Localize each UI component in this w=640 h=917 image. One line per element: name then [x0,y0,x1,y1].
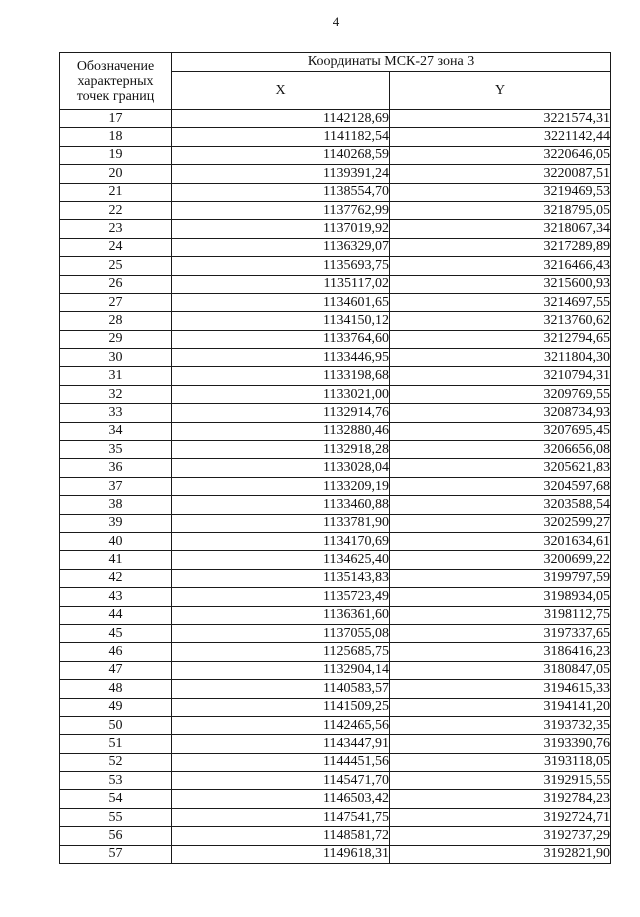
point-id-cell: 56 [60,827,172,845]
x-coordinate-cell: 1147541,75 [172,808,390,826]
point-id-cell: 17 [60,110,172,128]
table-row [60,293,611,311]
table-row [60,220,611,238]
y-coordinate-cell: 3220087,51 [390,165,611,183]
y-coordinate-cell: 3180847,05 [390,661,611,679]
x-coordinate-cell: 1142128,69 [172,110,390,128]
x-coordinate-cell: 1133021,00 [172,385,390,403]
table-row [60,275,611,293]
point-id-cell: 28 [60,312,172,330]
table-row [60,772,611,790]
table-row [60,532,611,550]
table-row [60,827,611,845]
table-row [60,201,611,219]
y-coordinate-cell: 3202599,27 [390,514,611,532]
point-id-cell: 22 [60,201,172,219]
point-id-cell: 31 [60,367,172,385]
table-row [60,606,611,624]
table-row [60,808,611,826]
y-coordinate-cell: 3203588,54 [390,496,611,514]
y-coordinate-cell: 3209769,55 [390,385,611,403]
x-coordinate-cell: 1145471,70 [172,772,390,790]
y-coordinate-cell: 3212794,65 [390,330,611,348]
y-coordinate-cell: 3208734,93 [390,404,611,422]
y-coordinate-cell: 3192821,90 [390,845,611,863]
x-coordinate-cell: 1133446,95 [172,349,390,367]
y-coordinate-cell: 3192724,71 [390,808,611,826]
x-coordinate-cell: 1133209,19 [172,477,390,495]
point-id-cell: 30 [60,349,172,367]
table-row [60,128,611,146]
y-coordinate-cell: 3186416,23 [390,643,611,661]
point-id-cell: 35 [60,441,172,459]
point-id-cell: 19 [60,146,172,164]
table-row [60,385,611,403]
table-row [60,330,611,348]
point-id-cell: 42 [60,569,172,587]
point-id-cell: 27 [60,293,172,311]
table-row [60,514,611,532]
point-id-cell: 48 [60,680,172,698]
x-coordinate-cell: 1132914,76 [172,404,390,422]
table-header [60,53,611,110]
table-row [60,643,611,661]
x-coordinate-cell: 1133764,60 [172,330,390,348]
point-id-cell: 54 [60,790,172,808]
point-id-cell: 50 [60,716,172,734]
y-coordinate-cell: 3192784,23 [390,790,611,808]
point-id-cell: 44 [60,606,172,624]
table-row [60,312,611,330]
y-coordinate-cell: 3198112,75 [390,606,611,624]
y-coordinate-cell: 3193118,05 [390,753,611,771]
x-coordinate-cell: 1134625,40 [172,551,390,569]
y-coordinate-cell: 3193732,35 [390,716,611,734]
point-id-cell: 40 [60,532,172,550]
y-coordinate-cell: 3218067,34 [390,220,611,238]
table-row [60,716,611,734]
x-coordinate-cell: 1132904,14 [172,661,390,679]
x-coordinate-cell: 1140583,57 [172,680,390,698]
x-coordinate-cell: 1137019,92 [172,220,390,238]
point-id-cell: 55 [60,808,172,826]
point-id-cell: 18 [60,128,172,146]
table-row [60,496,611,514]
table-row [60,441,611,459]
x-coordinate-cell: 1125685,75 [172,643,390,661]
point-id-cell: 36 [60,459,172,477]
table-row [60,367,611,385]
y-coordinate-cell: 3211804,30 [390,349,611,367]
table-row [60,569,611,587]
x-coordinate-cell: 1132918,28 [172,441,390,459]
point-id-cell: 47 [60,661,172,679]
table-row [60,404,611,422]
y-coordinate-cell: 3199797,59 [390,569,611,587]
x-coordinate-cell: 1139391,24 [172,165,390,183]
x-coordinate-cell: 1137762,99 [172,201,390,219]
x-coordinate-cell: 1136329,07 [172,238,390,256]
y-coordinate-cell: 3197337,65 [390,624,611,642]
x-coordinate-cell: 1146503,42 [172,790,390,808]
y-coordinate-cell: 3194615,33 [390,680,611,698]
point-id-cell: 43 [60,588,172,606]
table-row [60,790,611,808]
y-coordinate-cell: 3207695,45 [390,422,611,440]
y-coordinate-cell: 3218795,05 [390,201,611,219]
point-id-cell: 25 [60,257,172,275]
x-coordinate-cell: 1133460,88 [172,496,390,514]
table-row [60,698,611,716]
y-coordinate-cell: 3221142,44 [390,128,611,146]
table-row [60,238,611,256]
point-id-cell: 53 [60,772,172,790]
header-y: Y [390,72,611,110]
point-id-cell: 34 [60,422,172,440]
table-row [60,349,611,367]
x-coordinate-cell: 1133198,68 [172,367,390,385]
y-coordinate-cell: 3201634,61 [390,532,611,550]
table-row [60,735,611,753]
y-coordinate-cell: 3215600,93 [390,275,611,293]
header-x: X [172,72,390,110]
x-coordinate-cell: 1144451,56 [172,753,390,771]
point-id-cell: 21 [60,183,172,201]
point-id-cell: 38 [60,496,172,514]
header-coordinate-system: Координаты МСК-27 зона 3 [172,53,611,72]
point-id-cell: 45 [60,624,172,642]
y-coordinate-cell: 3193390,76 [390,735,611,753]
x-coordinate-cell: 1134150,12 [172,312,390,330]
x-coordinate-cell: 1143447,91 [172,735,390,753]
point-id-cell: 23 [60,220,172,238]
x-coordinate-cell: 1137055,08 [172,624,390,642]
y-coordinate-cell: 3214697,55 [390,293,611,311]
y-coordinate-cell: 3221574,31 [390,110,611,128]
point-id-cell: 41 [60,551,172,569]
table-row [60,680,611,698]
x-coordinate-cell: 1135693,75 [172,257,390,275]
x-coordinate-cell: 1133781,90 [172,514,390,532]
page-number: 4 [332,14,340,29]
table-row [60,753,611,771]
point-id-cell: 24 [60,238,172,256]
x-coordinate-cell: 1148581,72 [172,827,390,845]
table-row [60,459,611,477]
table-row [60,661,611,679]
x-coordinate-cell: 1134170,69 [172,532,390,550]
point-id-cell: 57 [60,845,172,863]
y-coordinate-cell: 3219469,53 [390,183,611,201]
x-coordinate-cell: 1149618,31 [172,845,390,863]
y-coordinate-cell: 3198934,05 [390,588,611,606]
y-coordinate-cell: 3220646,05 [390,146,611,164]
point-id-cell: 20 [60,165,172,183]
x-coordinate-cell: 1141509,25 [172,698,390,716]
y-coordinate-cell: 3213760,62 [390,312,611,330]
point-id-cell: 37 [60,477,172,495]
table-row [60,165,611,183]
table-row [60,422,611,440]
y-coordinate-cell: 3204597,68 [390,477,611,495]
table-row [60,624,611,642]
y-coordinate-cell: 3200699,22 [390,551,611,569]
y-coordinate-cell: 3192915,55 [390,772,611,790]
x-coordinate-cell: 1134601,65 [172,293,390,311]
table-row [60,183,611,201]
point-id-cell: 29 [60,330,172,348]
point-id-cell: 33 [60,404,172,422]
coordinates-table [59,52,611,864]
table-row [60,845,611,863]
header-point-label: Обозначение характерных точек границ [60,53,172,110]
table-row [60,257,611,275]
point-id-cell: 46 [60,643,172,661]
table-row [60,551,611,569]
x-coordinate-cell: 1140268,59 [172,146,390,164]
point-id-cell: 39 [60,514,172,532]
point-id-cell: 51 [60,735,172,753]
table-row [60,588,611,606]
y-coordinate-cell: 3217289,89 [390,238,611,256]
y-coordinate-cell: 3206656,08 [390,441,611,459]
table-row [60,477,611,495]
point-id-cell: 52 [60,753,172,771]
point-id-cell: 32 [60,385,172,403]
y-coordinate-cell: 3194141,20 [390,698,611,716]
table-body [60,110,611,864]
x-coordinate-cell: 1138554,70 [172,183,390,201]
y-coordinate-cell: 3210794,31 [390,367,611,385]
x-coordinate-cell: 1135723,49 [172,588,390,606]
x-coordinate-cell: 1132880,46 [172,422,390,440]
table-row [60,146,611,164]
point-id-cell: 49 [60,698,172,716]
x-coordinate-cell: 1133028,04 [172,459,390,477]
y-coordinate-cell: 3216466,43 [390,257,611,275]
point-id-cell: 26 [60,275,172,293]
x-coordinate-cell: 1136361,60 [172,606,390,624]
x-coordinate-cell: 1135117,02 [172,275,390,293]
x-coordinate-cell: 1135143,83 [172,569,390,587]
y-coordinate-cell: 3205621,83 [390,459,611,477]
table-row [60,110,611,128]
x-coordinate-cell: 1141182,54 [172,128,390,146]
x-coordinate-cell: 1142465,56 [172,716,390,734]
y-coordinate-cell: 3192737,29 [390,827,611,845]
